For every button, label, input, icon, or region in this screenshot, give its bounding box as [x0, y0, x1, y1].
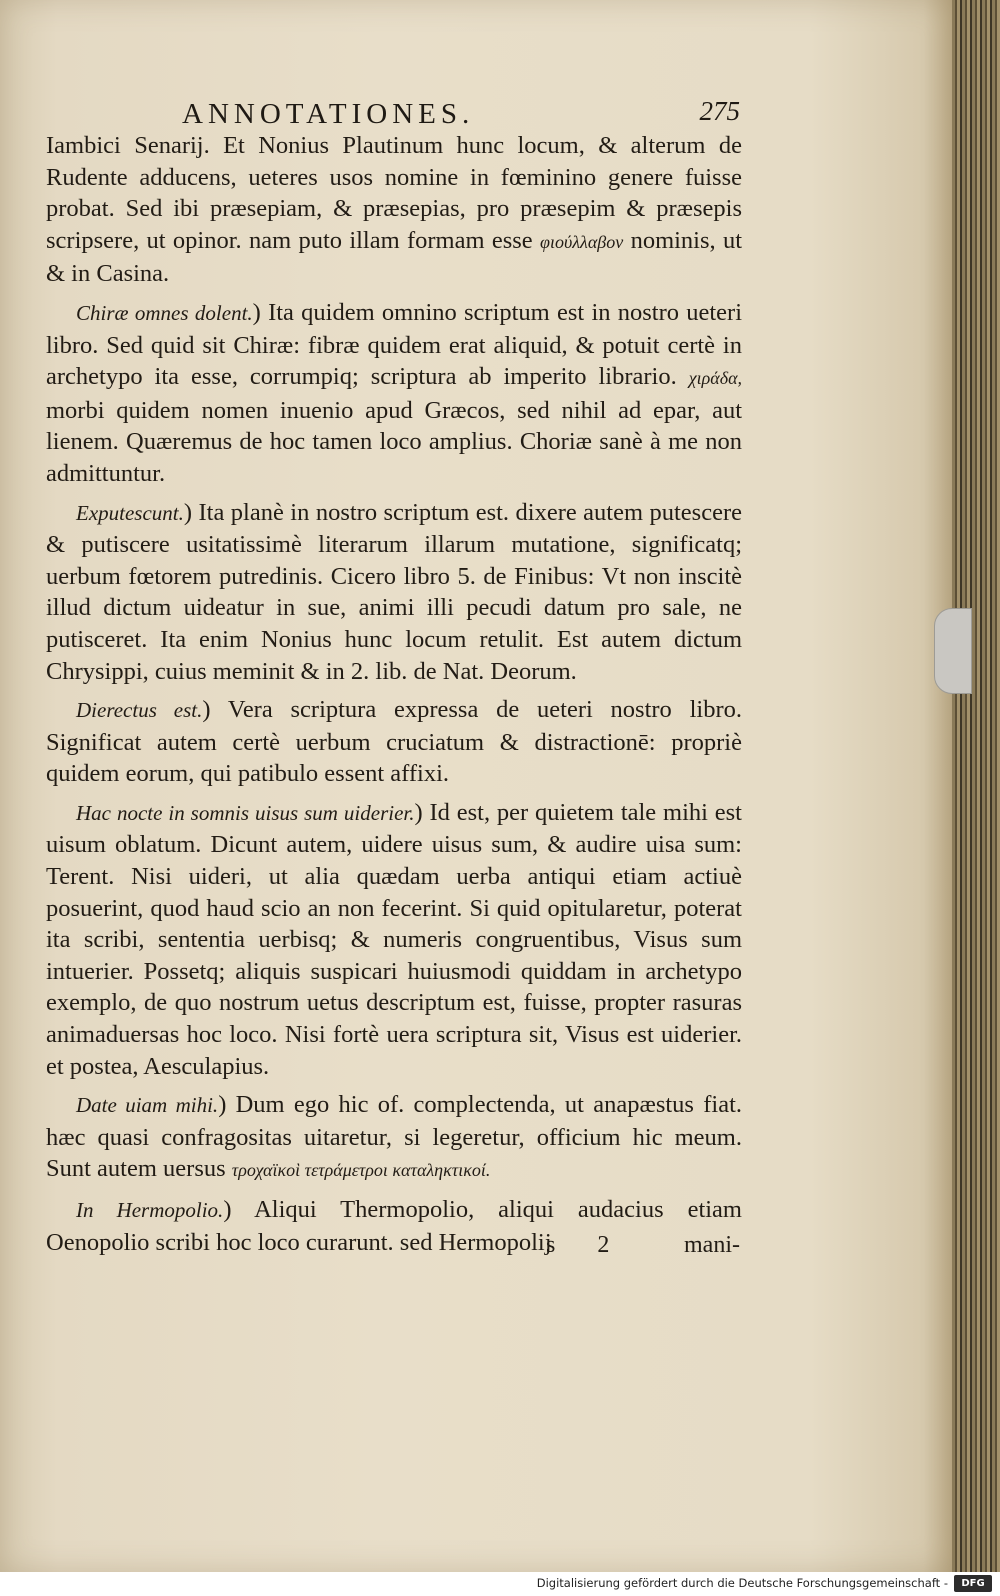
- running-head: ANNOTATIONES.: [182, 98, 475, 130]
- lemma: In Hermopolio.: [76, 1198, 224, 1222]
- footer-bar: [0, 1572, 1000, 1596]
- signature-line: [540, 1232, 740, 1262]
- footer-credit: Digitalisierung gefördert durch die Deutsche Forschungsgemeinschaft -: [536, 1576, 948, 1590]
- paragraph-text: ) Dum ego hic of. complectenda, ut anapæstus fiat. hæc quasi confragositas uitaretur, si legeretur, officium hic meum. Sunt autem uersus: [46, 1091, 742, 1183]
- paragraph-text: ) Ita planè in nostro scriptum est. dixere autem putescere & putiscere usitatissimè literarum illarum mutatione, significatq; uerbum fœtorem putredinis. Cicero libro 5. de Finibus: Vt non inscitè illud dictum uideatur in sue, animi illi pecudi datum pro sale, ne putisceret. Ita enim Nonius hunc locum retulit. Est autem dictum Chrysippi, cuius meminit & in 2. lib. de Nat. Deorum.: [46, 498, 742, 685]
- paragraph: [46, 1089, 742, 1187]
- paragraph-text: ) Id est, per quietem tale mihi est uisum oblatum. Dicunt autem, uidere uisus sum, & audire uisa sum: Terent. Nisi uideri, ut alia quædam uerba antiqui etiam actiuè posuerint, quod haud scio an non fecerint. Si quid opitularetur, poterat ita scribi, sententia uerbisq; & numeris congruentibus, Visus sum intuerier. Possetq; aliquis suspicari huiusmodi quiddam in archetypo exemplo, de quo nostrum uetus descriptum est, fuisse, propter rasuras animaduersas hoc loco. Nisi fortè uera scriptura sit, Visus est uiderier. et postea, Aesculapius.: [46, 798, 742, 1080]
- paragraph-text: Iambici Senarij. Et Nonius Plautinum hunc locum, & alterum de Rudente adducens, ueteres usos nomine in fœminino genere fuisse probat. Sed ibi præsepiam, & præsepias, pro præsepim & præsepis scripsere, ut opinor. nam puto illam formam esse: [46, 132, 742, 254]
- signature-mark: s 2: [546, 1232, 628, 1258]
- lemma: Chiræ omnes dolent.: [76, 300, 253, 325]
- lemma: Hac nocte in somnis uisus sum uiderier.: [76, 800, 415, 825]
- paragraph-text: ) Aliqui Thermopolio, aliqui audacius etiam Oenopolio scribi hoc loco curarunt. sed Hermopolij: [46, 1196, 742, 1256]
- paragraph: [46, 497, 742, 688]
- book-edge: [952, 0, 1000, 1572]
- lemma: Dierectus est.: [76, 698, 203, 723]
- paragraph: [46, 694, 742, 790]
- paragraph-text: ) Vera scriptura expressa de ueteri nostro libro. Significat autem certè uerbum cruciatum & distractionē: propriè quidem eorum, qui patibulo essent affixi.: [46, 696, 742, 788]
- greek-phrase: τροχαϊκοὶ τετράμετροι καταληκτικοί.: [231, 1160, 491, 1181]
- paragraph-text: nominis, ut & in Casina.: [46, 226, 743, 288]
- greek-word: χιράδα,: [688, 368, 743, 389]
- body-text: [46, 130, 742, 1265]
- paragraph-text: morbi quidem nomen inuenio apud Græcos, sed nihil ad epar, aut lienem. Quæremus de hoc tamen loco amplius. Choriæ sanè à me non admittuntur.: [46, 396, 742, 487]
- lemma: Date uiam mihi.: [76, 1093, 219, 1118]
- paragraph: [46, 130, 742, 290]
- catchword: mani-: [684, 1232, 740, 1258]
- page-clip: [934, 608, 972, 694]
- paragraph: [46, 297, 742, 490]
- lemma: Exputescunt.: [76, 500, 184, 525]
- greek-word: φιούλλαβον: [540, 231, 624, 252]
- paragraph: [46, 797, 742, 1082]
- page-number: 275: [699, 96, 740, 126]
- dfg-logo-icon: DFG: [954, 1575, 992, 1592]
- paragraph-text: ) Ita quidem omnino scriptum est in nostro ueteri libro. Sed quid sit Chiræ: fibræ quidem erat aliquid, & potuit certè in archetypo ita esse, corrumpiq; scriptura ab imperito librario.: [46, 298, 743, 391]
